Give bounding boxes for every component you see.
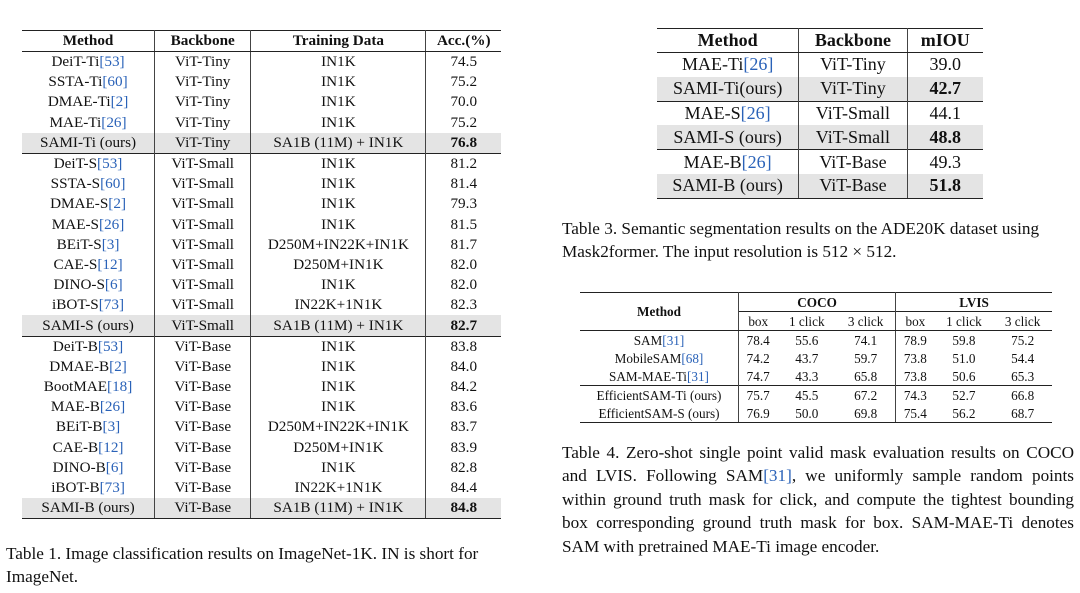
table-4-group-header-row <box>580 293 1052 312</box>
backbone-cell: ViT-Tiny <box>155 52 251 73</box>
table-row <box>22 174 501 194</box>
accuracy-cell: 81.7 <box>450 235 478 253</box>
header-method: Method <box>580 293 739 331</box>
backbone-cell: ViT-Small <box>155 235 251 255</box>
accuracy-cell: 83.6 <box>450 398 478 416</box>
method-name: MAE-B <box>50 398 100 416</box>
header-coco-1-click: 1 click <box>777 312 836 331</box>
backbone-cell: ViT-Base <box>155 478 251 498</box>
method-name: MAE-Ti <box>681 54 744 75</box>
header-coco: COCO <box>739 293 896 312</box>
method-name: DeiT-Ti <box>51 53 100 71</box>
method-name: DMAE-B <box>49 357 110 375</box>
table-4-caption <box>562 441 1074 558</box>
table-row <box>22 295 501 315</box>
table-4-body <box>580 331 1052 423</box>
backbone-cell: ViT-Base <box>155 397 251 417</box>
method-cell <box>580 367 739 386</box>
table-row-ours <box>22 133 501 154</box>
table-row-ours <box>657 174 983 198</box>
training-data-cell: IN1K <box>251 92 426 112</box>
table-row <box>22 113 501 133</box>
citation-link[interactable]: [53] <box>97 337 124 355</box>
lvis-box-cell: 78.9 <box>903 332 927 348</box>
header-backbone: Backbone <box>799 29 907 53</box>
table-row <box>22 438 501 458</box>
coco-1-click-cell: 45.5 <box>777 386 836 405</box>
caption-text: , we uniformly sample random points within ground truth mask for click, and compute the tightest bounding box corresponding ground truth mask for box. SAM-MAE-Ti denotes SAM with pretrained MAE-Ti image encoder. <box>562 466 1074 556</box>
backbone-cell: ViT-Base <box>799 174 907 198</box>
method-name: SAMI-B (ours) <box>672 175 783 196</box>
training-data-cell: IN1K <box>251 357 426 377</box>
table-row <box>22 275 501 295</box>
table-row <box>22 92 501 112</box>
citation-link[interactable]: [2] <box>108 195 127 213</box>
table-3-caption: Table 3. Semantic segmentation results on the ADE20K dataset using Mask2former. The input resolution is 512 × 512. <box>562 219 1040 262</box>
method-name: BEiT-B <box>55 418 103 436</box>
method-name: BootMAE <box>43 378 108 396</box>
accuracy-cell: 81.2 <box>426 153 501 174</box>
table-row <box>22 215 501 235</box>
table-row <box>22 194 501 214</box>
backbone-cell: ViT-Small <box>155 295 251 315</box>
method-cell <box>580 331 739 350</box>
training-data-cell: IN1K <box>251 113 426 133</box>
citation-link[interactable]: [26] <box>740 102 771 123</box>
training-data-cell: IN1K <box>251 174 426 194</box>
citation-link[interactable]: [12] <box>97 255 123 273</box>
backbone-cell: ViT-Tiny <box>155 92 251 112</box>
table-row <box>22 336 501 357</box>
backbone-cell: ViT-Tiny <box>155 113 251 133</box>
header-coco-box: box <box>739 312 778 331</box>
miou-cell: 42.7 <box>907 77 983 101</box>
backbone-cell: ViT-Small <box>155 153 251 174</box>
accuracy-cell: 82.3 <box>450 296 478 314</box>
method-cell <box>22 235 155 255</box>
table-row <box>580 386 1052 405</box>
table-row <box>22 417 501 437</box>
backbone-cell: ViT-Base <box>155 498 251 519</box>
lvis-box-cell: 73.8 <box>903 368 927 384</box>
backbone-cell: ViT-Small <box>155 275 251 295</box>
method-cell <box>22 295 155 315</box>
method-name: MAE-Ti <box>49 113 102 131</box>
training-data-cell: D250M+IN22K+IN1K <box>251 417 426 437</box>
method-name: DMAE-S <box>50 195 109 213</box>
training-data-cell: IN1K <box>251 377 426 397</box>
method-name: CAE-S <box>53 255 98 273</box>
method-cell <box>22 215 155 235</box>
method-cell <box>22 113 155 133</box>
coco-3-click-cell: 65.8 <box>836 367 896 386</box>
training-data-cell: SA1B (11M) + IN1K <box>251 498 426 519</box>
method-cell <box>22 478 155 498</box>
header-training-data: Training Data <box>251 31 426 52</box>
lvis-box-cell: 75.4 <box>896 404 935 423</box>
citation-link[interactable]: [3] <box>101 235 120 253</box>
lvis-box-cell: 73.8 <box>903 350 927 366</box>
citation-link[interactable]: [60] <box>100 175 126 193</box>
lvis-box-cell: 74.3 <box>896 386 935 405</box>
table-3-header-row <box>657 29 983 53</box>
coco-1-click-cell: 50.0 <box>777 404 836 423</box>
table-row <box>22 357 501 377</box>
accuracy-cell: 74.5 <box>450 53 478 71</box>
lvis-1-click-cell: 59.8 <box>952 332 976 348</box>
table-3-body <box>657 53 983 199</box>
method-cell <box>22 153 155 174</box>
training-data-cell: IN22K+1N1K <box>251 295 426 315</box>
coco-box-cell: 76.9 <box>739 404 778 423</box>
method-name: DeiT-B <box>52 337 98 355</box>
citation-link[interactable]: [73] <box>98 296 125 314</box>
accuracy-cell: 79.3 <box>450 195 478 213</box>
coco-3-click-cell: 69.8 <box>836 404 896 423</box>
accuracy-cell: 84.4 <box>450 479 478 497</box>
training-data-cell: IN1K <box>251 72 426 92</box>
citation-link[interactable]: [26] <box>101 113 127 131</box>
citation-link[interactable]: [53] <box>99 53 125 71</box>
header-miou: mIOU <box>907 29 983 53</box>
method-cell <box>22 397 155 417</box>
method-cell <box>657 53 799 77</box>
accuracy-cell: 84.0 <box>450 357 478 375</box>
method-cell <box>22 255 155 275</box>
accuracy-cell: 81.4 <box>450 175 478 193</box>
method-name: iBOT-S <box>52 296 99 314</box>
coco-3-click-cell: 59.7 <box>836 349 896 367</box>
accuracy-cell: 82.0 <box>450 255 478 273</box>
table-1-classification <box>22 30 501 519</box>
method-cell <box>22 315 155 336</box>
method-cell <box>657 77 799 101</box>
lvis-3-click-cell: 54.4 <box>1011 350 1035 366</box>
training-data-cell: D250M+IN22K+IN1K <box>251 235 426 255</box>
coco-1-click-cell: 43.7 <box>795 350 819 366</box>
accuracy-cell: 76.8 <box>426 133 501 154</box>
accuracy-cell: 75.2 <box>450 73 478 91</box>
method-cell <box>22 438 155 458</box>
training-data-cell: SA1B (11M) + IN1K <box>251 315 426 336</box>
training-data-cell: IN1K <box>251 215 426 235</box>
method-name: DeiT-S <box>53 155 98 173</box>
method-cell <box>657 150 799 174</box>
method-cell <box>22 133 155 154</box>
miou-cell: 44.1 <box>907 101 983 125</box>
table-row <box>580 331 1052 350</box>
lvis-3-click-cell: 75.2 <box>1011 332 1035 348</box>
table-row <box>22 255 501 275</box>
method-name: iBOT-B <box>51 479 100 497</box>
accuracy-cell: 82.8 <box>450 458 478 476</box>
table-row-ours <box>657 77 983 101</box>
citation-link[interactable]: [53] <box>97 155 123 173</box>
training-data-cell: IN1K <box>251 275 426 295</box>
citation-link[interactable]: [2] <box>110 93 129 111</box>
backbone-cell: ViT-Tiny <box>799 53 907 77</box>
table-row <box>657 150 983 174</box>
miou-cell: 48.8 <box>907 125 983 149</box>
backbone-cell: ViT-Tiny <box>155 133 251 154</box>
citation-link[interactable]: [31] <box>662 332 685 348</box>
accuracy-cell: 83.9 <box>450 438 478 456</box>
method-cell <box>657 101 799 125</box>
method-name: SSTA-S <box>50 175 101 193</box>
method-name: DINO-B <box>52 458 106 476</box>
table-row <box>22 52 501 73</box>
backbone-cell: ViT-Small <box>155 215 251 235</box>
header-method: Method <box>22 31 155 52</box>
method-name: SAMI-S (ours) <box>42 316 134 334</box>
accuracy-cell: 81.5 <box>450 215 478 233</box>
table-1-body <box>22 52 501 519</box>
backbone-cell: ViT-Tiny <box>799 77 907 101</box>
coco-box-cell: 75.7 <box>739 386 778 405</box>
table-row <box>580 404 1052 423</box>
method-cell <box>580 349 739 367</box>
table-1-header-row <box>22 31 501 52</box>
coco-box-cell: 78.4 <box>746 332 770 348</box>
accuracy-cell: 82.0 <box>450 276 478 294</box>
lvis-1-click-cell: 52.7 <box>935 386 994 405</box>
backbone-cell: ViT-Small <box>155 174 251 194</box>
lvis-1-click-cell: 56.2 <box>935 404 994 423</box>
training-data-cell: IN22K+1N1K <box>251 478 426 498</box>
backbone-cell: ViT-Base <box>155 417 251 437</box>
method-name: MAE-B <box>683 151 742 172</box>
backbone-cell: ViT-Base <box>155 377 251 397</box>
method-cell <box>22 275 155 295</box>
lvis-1-click-cell: 50.6 <box>952 368 976 384</box>
method-name: MobileSAM <box>614 350 682 366</box>
method-cell <box>580 386 739 405</box>
citation-link[interactable]: [6] <box>104 276 123 294</box>
method-name: SAMI-Ti (ours) <box>40 133 137 151</box>
accuracy-cell: 75.2 <box>450 113 478 131</box>
coco-box-cell: 74.2 <box>746 350 770 366</box>
coco-box-cell: 74.7 <box>746 368 770 384</box>
accuracy-cell: 83.7 <box>450 418 478 436</box>
table-3-segmentation <box>657 28 983 199</box>
citation-link[interactable]: [12] <box>98 438 124 456</box>
header-lvis-1-click: 1 click <box>935 312 994 331</box>
citation-link[interactable]: [26] <box>99 398 126 416</box>
miou-cell: 49.3 <box>907 150 983 174</box>
table-row <box>22 397 501 417</box>
method-name: BEiT-S <box>56 235 102 253</box>
method-cell <box>657 125 799 149</box>
citation-link[interactable]: [6] <box>105 458 124 476</box>
backbone-cell: ViT-Base <box>155 458 251 478</box>
method-cell <box>22 498 155 519</box>
table-row <box>580 349 1052 367</box>
miou-cell: 51.8 <box>907 174 983 198</box>
table-row <box>22 235 501 255</box>
table-row <box>657 101 983 125</box>
table-1-caption: Table 1. Image classification results on ImageNet-1K. IN is short for ImageNet. <box>6 544 479 587</box>
header-coco-3-click: 3 click <box>836 312 896 331</box>
method-cell <box>22 72 155 92</box>
training-data-cell: IN1K <box>251 458 426 478</box>
method-name: SAMI-B (ours) <box>41 499 135 517</box>
citation-link[interactable]: [18] <box>107 378 133 396</box>
citation-link[interactable]: [68] <box>681 350 704 366</box>
method-cell <box>22 377 155 397</box>
header-method: Method <box>657 29 799 53</box>
accuracy-cell: 84.2 <box>450 378 478 396</box>
backbone-cell: ViT-Small <box>799 101 907 125</box>
table-row-ours <box>657 125 983 149</box>
table-row <box>580 367 1052 386</box>
citation-link[interactable]: [3] <box>102 418 121 436</box>
backbone-cell: ViT-Tiny <box>155 72 251 92</box>
backbone-cell: ViT-Small <box>155 194 251 214</box>
table-row-ours <box>22 498 501 519</box>
citation-link[interactable]: [2] <box>109 357 127 375</box>
backbone-cell: ViT-Base <box>155 357 251 377</box>
method-cell <box>657 174 799 198</box>
table-row <box>22 478 501 498</box>
citation-link[interactable]: [31] <box>763 466 792 486</box>
coco-3-click-cell: 67.2 <box>836 386 896 405</box>
method-cell <box>22 458 155 478</box>
method-cell <box>22 52 155 73</box>
training-data-cell: IN1K <box>251 194 426 214</box>
training-data-cell: SA1B (11M) + IN1K <box>251 133 426 154</box>
citation-link[interactable]: [60] <box>102 73 128 91</box>
training-data-cell: D250M+IN1K <box>251 438 426 458</box>
table-row <box>22 153 501 174</box>
backbone-cell: ViT-Small <box>155 255 251 275</box>
citation-link[interactable]: [26] <box>743 54 774 75</box>
backbone-cell: ViT-Base <box>155 336 251 357</box>
method-cell <box>22 174 155 194</box>
table-row <box>22 72 501 92</box>
method-cell <box>22 417 155 437</box>
lvis-3-click-cell: 68.7 <box>993 404 1052 423</box>
lvis-1-click-cell: 51.0 <box>952 350 976 366</box>
method-name: SAM-MAE-Ti <box>609 368 687 384</box>
table-4-zero-shot <box>580 292 1052 423</box>
method-name: EfficientSAM-Ti (ours) <box>596 387 722 403</box>
lvis-3-click-cell: 66.8 <box>993 386 1052 405</box>
training-data-cell: IN1K <box>251 52 426 73</box>
backbone-cell: ViT-Base <box>799 150 907 174</box>
lvis-3-click-cell: 65.3 <box>1011 368 1035 384</box>
table-row <box>22 377 501 397</box>
citation-link[interactable]: [31] <box>686 368 709 384</box>
header-backbone: Backbone <box>155 31 251 52</box>
citation-link[interactable]: [26] <box>741 151 772 172</box>
table-row-ours <box>22 315 501 336</box>
backbone-cell: ViT-Base <box>155 438 251 458</box>
method-name: MAE-S <box>684 102 741 123</box>
method-name: SSTA-Ti <box>48 73 103 91</box>
training-data-cell: IN1K <box>251 336 426 357</box>
method-name: SAMI-Ti(ours) <box>672 78 783 99</box>
method-cell <box>580 404 739 423</box>
backbone-cell: ViT-Small <box>799 125 907 149</box>
table-row <box>657 53 983 77</box>
citation-link[interactable]: [73] <box>99 479 125 497</box>
coco-3-click-cell: 74.1 <box>836 331 896 350</box>
training-data-cell: IN1K <box>251 153 426 174</box>
method-name: DINO-S <box>53 276 105 294</box>
miou-cell: 39.0 <box>929 54 962 75</box>
coco-1-click-cell: 43.3 <box>795 368 819 384</box>
method-name: EfficientSAM-S (ours) <box>598 405 720 421</box>
method-cell <box>22 336 155 357</box>
citation-link[interactable]: [26] <box>99 215 125 233</box>
method-name: DMAE-Ti <box>47 93 111 111</box>
training-data-cell: IN1K <box>251 397 426 417</box>
method-cell <box>22 92 155 112</box>
caption-text: Table 4. Zero-shot single point valid mask evaluation results on COCO and LVIS. Following SAM <box>562 443 1074 486</box>
header-lvis-3-click: 3 click <box>993 312 1052 331</box>
training-data-cell: D250M+IN1K <box>251 255 426 275</box>
coco-1-click-cell: 55.6 <box>795 332 819 348</box>
method-name: MAE-S <box>51 215 100 233</box>
method-name: SAMI-S (ours) <box>673 126 782 147</box>
method-cell <box>22 357 155 377</box>
header-lvis-box: box <box>896 312 935 331</box>
backbone-cell: ViT-Small <box>155 315 251 336</box>
header-lvis: LVIS <box>896 293 1052 312</box>
table-row <box>22 458 501 478</box>
method-name: CAE-B <box>52 438 99 456</box>
accuracy-cell: 70.0 <box>450 93 478 111</box>
method-cell <box>22 194 155 214</box>
accuracy-cell: 84.8 <box>426 498 501 519</box>
accuracy-cell: 82.7 <box>426 315 501 336</box>
method-name: SAM <box>633 332 663 348</box>
header-accuracy: Acc.(%) <box>426 31 501 52</box>
accuracy-cell: 83.8 <box>426 336 501 357</box>
